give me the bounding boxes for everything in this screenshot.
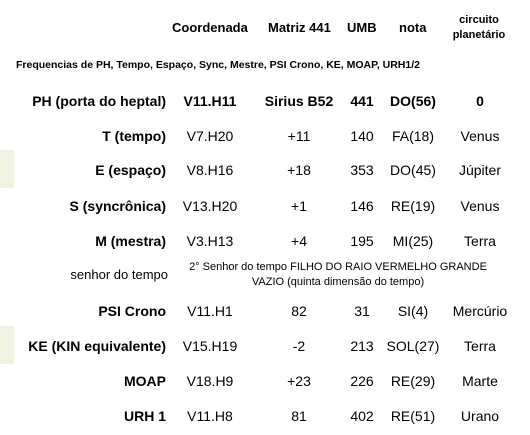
cell-umb: 441 xyxy=(350,93,374,109)
cell-umb: 353 xyxy=(350,162,374,178)
senhor-label: senhor do tempo xyxy=(70,267,168,282)
cell-coord: V11.H8 xyxy=(187,408,233,424)
cell-circuito: Venus xyxy=(460,128,500,144)
cell-matriz: 82 xyxy=(291,303,307,319)
cell-matriz: 81 xyxy=(291,408,307,424)
cell-circuito: Terra xyxy=(464,338,496,354)
cell-label: T (tempo) xyxy=(102,128,166,144)
cell-nota: SI(4) xyxy=(397,303,429,319)
cell-coord: V8.H16 xyxy=(186,162,234,178)
header-matriz: Matriz 441 xyxy=(268,20,331,35)
cell-matriz: +23 xyxy=(287,373,311,389)
cell-label: E (espaço) xyxy=(95,162,166,178)
cell-coord: V13.H20 xyxy=(182,198,238,214)
cell-matriz: +1 xyxy=(291,198,307,214)
senhor-line2: VAZIO (quinta dimensão do tempo) xyxy=(251,276,425,288)
header-umb: UMB xyxy=(347,20,377,35)
cell-nota: DO(45) xyxy=(390,162,436,178)
cell-label: URH 1 xyxy=(123,408,166,424)
cell-umb: 213 xyxy=(350,338,374,354)
cell-matriz: -2 xyxy=(292,338,306,354)
header-coordenada: Coordenada xyxy=(172,20,248,35)
cell-umb: 402 xyxy=(350,408,374,424)
cell-umb: 31 xyxy=(354,303,370,319)
cell-nota: FA(18) xyxy=(391,128,434,144)
cell-circuito: Venus xyxy=(460,198,500,214)
cell-umb: 140 xyxy=(350,128,374,144)
cell-matriz: +11 xyxy=(287,128,311,144)
cell-nota: MI(25) xyxy=(392,233,434,249)
cell-coord: V7.H20 xyxy=(186,128,234,144)
cell-matriz: Sirius B52 xyxy=(264,93,334,109)
cell-circuito: Mercúrio xyxy=(452,303,508,319)
cell-circuito: Júpiter xyxy=(458,162,502,178)
subtitle: Frequencias de PH, Tempo, Espaço, Sync, Mestre, PSI Crono, KE, MOAP, URH1/2 xyxy=(16,59,420,71)
cell-circuito: 0 xyxy=(476,93,484,109)
cell-umb: 226 xyxy=(350,373,374,389)
header-circuito-line1: circuito xyxy=(459,14,499,26)
cell-coord: V3.H13 xyxy=(186,233,234,249)
cell-circuito: Marte xyxy=(462,373,498,389)
cell-coord: V11.H1 xyxy=(187,303,233,319)
senhor-line1: 2° Senhor do tempo FILHO DO RAIO VERMELHO GRANDE xyxy=(189,261,487,273)
header-circuito-line2: planetário xyxy=(452,29,506,41)
cell-label: KE (KIN equivalente) xyxy=(28,338,166,354)
header-nota: nota xyxy=(399,20,427,35)
cell-matriz: +18 xyxy=(287,162,311,178)
cell-nota: SOL(27) xyxy=(386,338,440,354)
cell-nota: RE(29) xyxy=(390,373,436,389)
cell-label: PSI Crono xyxy=(98,303,166,319)
cell-circuito: Terra xyxy=(464,233,496,249)
cell-circuito: Urano xyxy=(460,408,500,424)
cell-coord: V15.H19 xyxy=(182,338,238,354)
cell-nota: DO(56) xyxy=(390,93,436,109)
cell-matriz: +4 xyxy=(291,233,307,249)
cell-coord: V11.H11 xyxy=(183,93,237,109)
cell-umb: 195 xyxy=(350,233,374,249)
cell-label: PH (porta do heptal) xyxy=(32,93,166,109)
cell-label: S (syncrônica) xyxy=(69,198,166,214)
cell-coord: V18.H9 xyxy=(186,373,234,389)
cell-label: MOAP xyxy=(124,373,166,389)
cell-umb: 146 xyxy=(350,198,374,214)
cell-nota: RE(19) xyxy=(390,198,436,214)
cell-nota: RE(51) xyxy=(390,408,436,424)
cell-label: M (mestra) xyxy=(95,233,166,249)
